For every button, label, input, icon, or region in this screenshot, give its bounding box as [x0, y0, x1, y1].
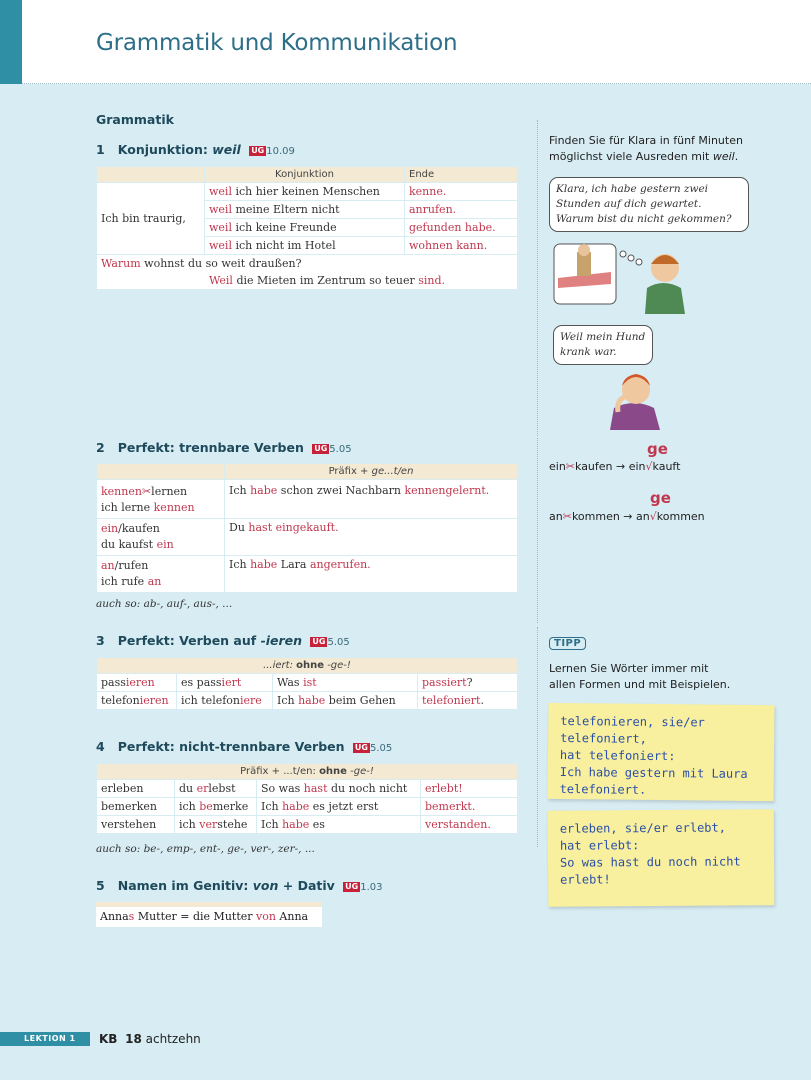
- genitive-s: s: [128, 910, 135, 923]
- ending: ieren: [125, 676, 155, 689]
- bubble-line: Klara, ich habe gestern zwei: [556, 183, 709, 195]
- bubble-line: Stunden auf dich gewartet.: [556, 198, 702, 210]
- note-line: Ich habe gestern mit Laura: [559, 764, 748, 781]
- text: Ich: [277, 694, 299, 707]
- header-text: Präfix +: [328, 466, 372, 477]
- clause: ich nicht im Hotel: [231, 239, 336, 252]
- pronoun: ich: [179, 800, 200, 813]
- table-header-row: [97, 658, 518, 674]
- prefix: be: [199, 800, 213, 813]
- participle: erlebt!: [421, 780, 518, 798]
- genitiv-example: [96, 907, 322, 927]
- infinitive: verstehen: [97, 816, 175, 834]
- ge-insert: ge: [650, 489, 671, 507]
- thought-dot: [636, 259, 642, 265]
- aux: habe: [250, 484, 278, 497]
- page-footer: [0, 1032, 300, 1046]
- text: Was: [277, 676, 304, 689]
- answer-row: [97, 272, 518, 290]
- page-number: [99, 1032, 201, 1046]
- verb: /rufen: [114, 559, 149, 572]
- table-row: [97, 780, 518, 798]
- woman-thinking-illustration: [600, 368, 670, 430]
- prefix: ein: [156, 538, 174, 551]
- answer-text: die Mieten im Zentrum so teuer: [232, 274, 419, 287]
- ending: ieren: [139, 694, 169, 707]
- stem: pass: [101, 676, 126, 689]
- header-prefix: [225, 464, 518, 480]
- ug-badge: UG: [312, 637, 326, 646]
- prefix: an: [101, 559, 115, 572]
- task-text: Finden Sie für Klara in fünf Minuten möglichst viele Ausreden mit weil.: [549, 134, 743, 163]
- header-prefix: [97, 764, 518, 780]
- ug-reference: 1.03: [360, 882, 383, 893]
- note-line: telefonieren, sie/er telefoniert,: [560, 713, 705, 746]
- infinitive: erleben: [97, 780, 175, 798]
- header-text: -ge-!: [324, 660, 351, 671]
- verb-end: kauft: [652, 460, 681, 473]
- prefix: kennen: [153, 501, 195, 514]
- nicht-trennbar-table: [96, 763, 518, 834]
- note-line: telefoniert.: [559, 781, 647, 797]
- lead-clause: Ich bin traurig,: [97, 183, 205, 255]
- note-line: erlebt!: [560, 872, 611, 887]
- conjunction: weil: [209, 185, 232, 198]
- also-note: auch so: be-, emp-, ent-, ge-, ver-, zer-, ...: [96, 843, 315, 855]
- text: Ich: [229, 484, 251, 497]
- section-title-emphasis: von: [252, 878, 279, 893]
- participle: telefoniert: [422, 694, 481, 707]
- kb-label: KB: [99, 1032, 118, 1046]
- header-text: ...iert:: [263, 660, 297, 671]
- ug-badge: UG: [345, 882, 359, 891]
- verb: /kaufen: [118, 522, 160, 535]
- prefix: an: [549, 510, 563, 523]
- section-4-title: [96, 739, 392, 754]
- table-row: [97, 692, 518, 710]
- ge-example-ankommen: [549, 510, 705, 523]
- task-line: Finden Sie für Klara in fünf Minuten: [549, 134, 743, 147]
- aux: habe: [250, 558, 278, 571]
- verb: kommen → an: [571, 510, 650, 523]
- verb: kaufen → ein: [575, 460, 646, 473]
- clause: ich keine Freunde: [231, 221, 337, 234]
- section-3-title: [96, 633, 350, 648]
- insert-mark-icon: √: [649, 510, 657, 523]
- stem: es pass: [181, 676, 222, 689]
- prefix: ein: [101, 522, 119, 535]
- verb-end: gefunden habe.: [405, 219, 518, 237]
- col-konjunktion: Konjunktion: [205, 167, 405, 183]
- verb: lernen: [151, 485, 188, 498]
- column-divider: [537, 438, 538, 623]
- text: Du: [229, 521, 249, 534]
- man-body: [645, 283, 685, 314]
- ending: iert: [221, 676, 242, 689]
- insert-mark-icon: √: [645, 460, 653, 473]
- text: Lara: [277, 558, 310, 571]
- tipp-text: [549, 661, 730, 693]
- bubble-line: krank war.: [560, 346, 617, 358]
- sticky-note-erleben: [548, 809, 775, 907]
- weil-table: [96, 166, 518, 290]
- ug-badge: UG: [354, 743, 368, 752]
- text: es jetzt erst: [309, 800, 379, 813]
- task-line: möglichst viele Ausreden mit: [549, 150, 713, 163]
- section-2-title: [96, 440, 352, 455]
- also-note: auch so: ab-, auf-, aus-, ...: [96, 598, 233, 610]
- section-number: 5: [96, 878, 105, 893]
- section-title-text: + Dativ: [278, 878, 335, 893]
- text: Anna: [100, 910, 129, 923]
- note-line: So was hast du noch nicht: [559, 854, 741, 870]
- question-word: Warum: [101, 257, 141, 270]
- page-num: 18: [125, 1032, 142, 1046]
- section-5-title: [96, 878, 383, 893]
- verb-end: kommen: [656, 510, 705, 523]
- stem: ich telefon: [181, 694, 240, 707]
- prefix: er: [196, 782, 209, 795]
- header-emphasis: ge...t/en: [371, 466, 414, 477]
- participle: passiert: [422, 676, 467, 689]
- ge-insert: ge: [647, 440, 668, 458]
- lektion-badge: LEKTION 1: [0, 1032, 90, 1046]
- prefix: ein: [549, 460, 566, 473]
- text: es: [309, 818, 325, 831]
- section-title-emphasis: -ieren: [260, 633, 303, 648]
- stem: merke: [212, 800, 249, 813]
- text: So was: [261, 782, 304, 795]
- speech-bubble-question: [549, 177, 749, 232]
- ug-badge: UG: [251, 146, 265, 155]
- scissors-icon: ✂: [565, 460, 576, 473]
- speech-bubble-answer: [553, 325, 653, 365]
- page-header: [0, 0, 811, 84]
- stem: lebst: [208, 782, 236, 795]
- stem: stehe: [217, 818, 248, 831]
- verb-end: wohnen kann.: [405, 237, 518, 255]
- text: schon zwei Nachbarn: [277, 484, 405, 497]
- note-line: hat telefoniert:: [559, 747, 676, 764]
- header-iert: [97, 658, 518, 674]
- waiting-person-head: [578, 244, 590, 256]
- text: Mutter = die Mutter: [134, 910, 257, 923]
- ug-reference: 5.05: [327, 637, 350, 648]
- aux: hast: [248, 521, 273, 534]
- table-header-row: [97, 764, 518, 780]
- present-form: ich rufe: [101, 575, 148, 588]
- ug-reference: 5.05: [369, 743, 393, 754]
- table-row: [97, 480, 518, 519]
- sticky-note-telefonieren: [548, 703, 775, 801]
- text: Anna: [275, 910, 309, 923]
- note-line: erleben, sie/er erlebt,: [559, 820, 727, 836]
- answer-word: Weil: [209, 274, 233, 287]
- punct: ?: [466, 676, 473, 689]
- question-text: wohnst du so weit draußen?: [140, 257, 302, 270]
- section-title-text: Perfekt: trennbare Verben: [117, 440, 304, 455]
- tipp-line: allen Formen und mit Beispielen.: [549, 678, 731, 691]
- pronoun: ich: [179, 818, 200, 831]
- ug-badge: UG: [314, 444, 328, 453]
- section-title-emphasis: weil: [212, 142, 241, 157]
- conjunction: weil: [209, 203, 232, 216]
- man-hair: [651, 255, 679, 264]
- tipp-line: Lernen Sie Wörter immer mit: [549, 662, 709, 675]
- table-header-row: [97, 464, 518, 480]
- ug-reference: 10.09: [266, 146, 295, 157]
- section-number: 2: [96, 440, 105, 455]
- table-row: [97, 519, 518, 556]
- section-number: 3: [96, 633, 105, 648]
- aux: habe: [298, 694, 326, 707]
- col-ende: Ende: [405, 167, 518, 183]
- table-row: [97, 798, 518, 816]
- text: beim Gehen: [325, 694, 396, 707]
- prefix: kennen: [101, 485, 142, 498]
- header-bold: ohne: [296, 660, 325, 671]
- column-divider: [537, 120, 538, 436]
- task-emphasis: weil: [712, 150, 735, 163]
- section-1-title: [96, 142, 295, 157]
- conjunction: weil: [209, 221, 232, 234]
- man-thinking-illustration: [553, 238, 703, 314]
- section-title-text: Perfekt: nicht-trennbare Verben: [117, 739, 345, 754]
- text: Ich: [261, 818, 283, 831]
- section-title-text: Perfekt: Verben auf: [117, 633, 261, 648]
- von: von: [256, 910, 276, 923]
- tipp-badge: TIPP: [549, 637, 586, 650]
- ending: iere: [240, 694, 262, 707]
- participle: eingekauft.: [272, 521, 339, 534]
- present-form: du kaufst: [101, 538, 157, 551]
- table-row: [97, 183, 518, 201]
- question-row: [97, 255, 518, 273]
- infinitive: bemerken: [97, 798, 175, 816]
- table-header-row: [97, 167, 518, 183]
- column-divider: [537, 627, 538, 847]
- aux: ist: [303, 676, 317, 689]
- conjunction: weil: [209, 239, 232, 252]
- present-form: ich lerne: [101, 501, 154, 514]
- participle: verstanden.: [421, 816, 518, 834]
- header-text: -ge-!: [346, 766, 374, 777]
- table-row: [97, 556, 518, 593]
- trennbar-table: [96, 463, 518, 593]
- answer-verb: sind.: [418, 274, 446, 287]
- clause: meine Eltern nicht: [231, 203, 340, 216]
- text: Ich: [261, 800, 283, 813]
- section-heading: Grammatik: [96, 112, 174, 127]
- participle: angerufen.: [309, 558, 371, 571]
- verb-end: kenne.: [405, 183, 518, 201]
- participle: bemerkt.: [421, 798, 518, 816]
- thought-dot: [628, 255, 634, 261]
- section-title-text: Namen im Genitiv:: [117, 878, 253, 893]
- section-number: 1: [96, 142, 105, 157]
- scissors-icon: ✂: [141, 485, 152, 498]
- header-accent-bar: [0, 0, 22, 84]
- text: du noch nicht: [327, 782, 408, 795]
- note-line: hat erlebt:: [559, 838, 640, 853]
- header-text: Präfix + ...t/en:: [240, 766, 320, 777]
- pronoun: du: [179, 782, 197, 795]
- ge-example-einkaufen: [549, 460, 680, 473]
- participle: kennengelernt.: [404, 484, 490, 497]
- aux: hast: [303, 782, 328, 795]
- section-number: 4: [96, 739, 105, 754]
- page-title: Grammatik und Kommunikation: [96, 30, 458, 56]
- prefix: ver: [199, 818, 218, 831]
- ieren-table: [96, 657, 518, 710]
- scissors-icon: ✂: [562, 510, 572, 523]
- verb-end: anrufen.: [405, 201, 518, 219]
- bubble-line: Warum bist du nicht gekommen?: [556, 213, 732, 225]
- header-bold: ohne: [319, 766, 347, 777]
- thought-dot: [620, 251, 626, 257]
- section-title-text: Konjunktion:: [117, 142, 213, 157]
- aux: habe: [282, 800, 310, 813]
- clause: ich hier keinen Menschen: [231, 185, 380, 198]
- stem: telefon: [101, 694, 140, 707]
- aux: habe: [282, 818, 310, 831]
- bubble-line: Weil mein Hund: [560, 331, 646, 343]
- table-row: [97, 816, 518, 834]
- punct: .: [480, 694, 484, 707]
- prefix: an: [147, 575, 162, 588]
- page-word: achtzehn: [145, 1032, 201, 1046]
- ug-reference: 5.05: [329, 444, 352, 455]
- text: Ich: [229, 558, 251, 571]
- table-row: [97, 674, 518, 692]
